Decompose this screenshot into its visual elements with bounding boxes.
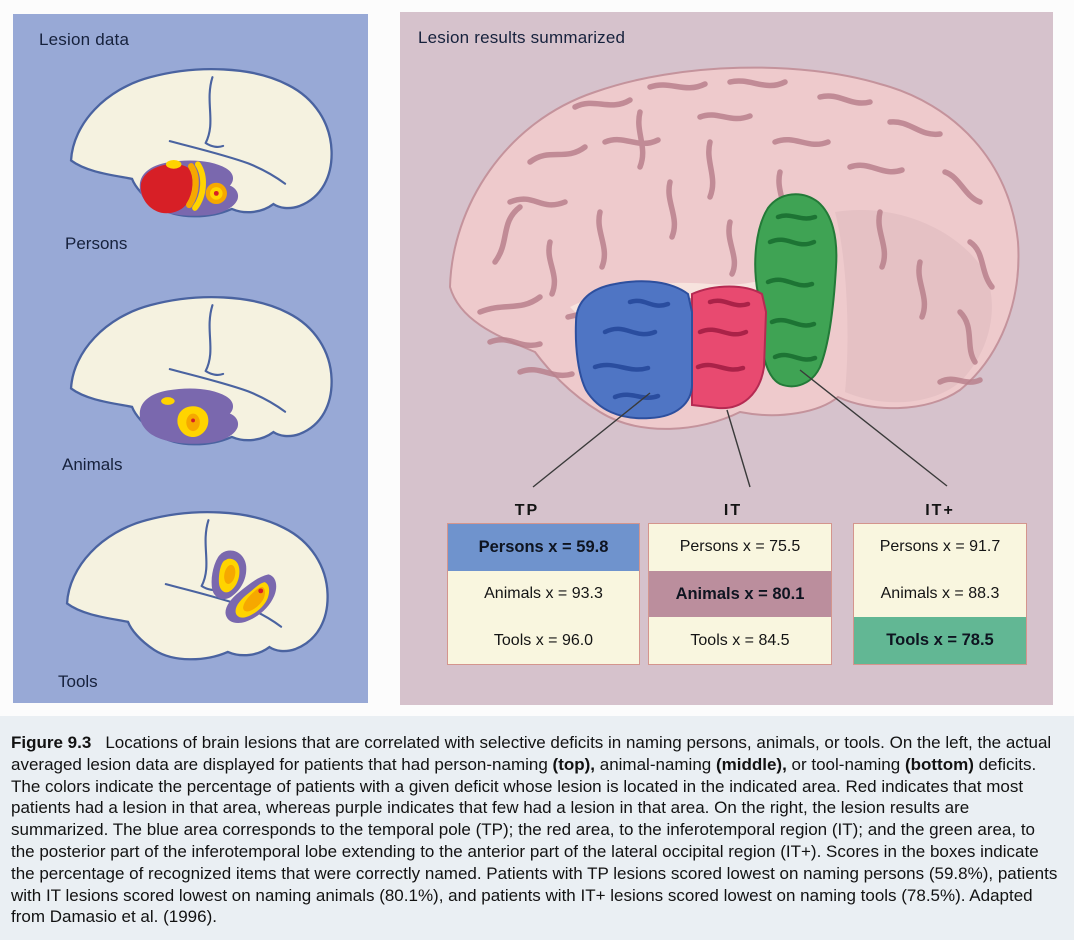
caption-segment-bold: (top), <box>552 754 596 774</box>
figure-caption <box>11 732 1063 928</box>
it-score-box <box>648 523 832 665</box>
caption-segment: or tool-naming <box>786 754 905 774</box>
tp-region-label: TP <box>514 502 540 519</box>
itplus-tools-score: Tools x = 78.5 <box>854 617 1026 664</box>
lesion-results-panel <box>400 12 1053 705</box>
it-animals-score: Animals x = 80.1 <box>649 571 831 618</box>
tp-tools-score: Tools x = 96.0 <box>493 631 594 649</box>
persons-lesion-brain <box>49 52 341 236</box>
lesion-data-panel <box>13 14 368 703</box>
figure-number: Figure 9.3 <box>11 733 92 752</box>
tp-persons-score: Persons x = 59.8 <box>448 524 639 571</box>
caption-segment: animal-naming <box>595 754 716 774</box>
it-pointer-line <box>727 410 750 487</box>
caption-segment: deficits. The colors indicate the percentage of patients with a given deficit whose lesion is located in the indicated area. Red indicates that most patients had a lesion in that area, whereas purple indicates that few had a lesion in that area. On the right, the lesion results are summarized. The blue area corresponds to the temporal pole (TP); the red area, to the inferotemporal region (IT); and the green area, to the posterior part of the inferotemporal lobe extending to the anterior part of the lateral occipital region (IT+). Scores in the boxes indicate the percentage of recognized items that were correctly named. Patients with TP lesions scored lowest on naming persons (59.8%), patients with IT lesions scored lowest on naming animals (80.1%), and patients with IT+ lesions scored lowest on naming tools (78.5%). Adapted from Damasio et al. (1996). <box>11 754 1058 927</box>
tp-animals-score: Animals x = 93.3 <box>484 585 603 602</box>
itplus-animals-score: Animals x = 88.3 <box>880 585 1000 602</box>
animals-lesion <box>140 388 238 443</box>
itplus-persons-score: Persons x = 91.7 <box>879 538 1001 556</box>
caption-segment-bold: (middle), <box>715 754 787 774</box>
lesion-results-title: Lesion results summarized <box>418 28 626 47</box>
tp-score-box <box>447 523 640 665</box>
caption-segment-bold: (bottom) <box>904 754 974 774</box>
persons-lesion <box>140 160 238 216</box>
it-tools-score: Tools x = 84.5 <box>690 631 790 649</box>
animals-label: Animals <box>62 455 123 474</box>
it-region-label: IT <box>723 502 743 519</box>
tools-label: Tools <box>58 672 98 691</box>
itplus-score-box <box>853 523 1027 665</box>
animals-lesion-brain <box>49 280 341 464</box>
it-persons-score: Persons x = 75.5 <box>679 538 801 556</box>
persons-label: Persons <box>65 234 128 253</box>
itplus-region-label: IT+ <box>925 502 955 519</box>
figure-caption-area <box>0 716 1074 940</box>
caption-segment: Locations of brain lesions that are correlated with selective deficits in naming persons, animals, or tools. On the left, the actual averaged lesion data are displayed for patients that had person-naming <box>11 733 1052 774</box>
lesion-data-title: Lesion data <box>39 30 130 49</box>
tools-lesion-brain <box>45 495 337 679</box>
